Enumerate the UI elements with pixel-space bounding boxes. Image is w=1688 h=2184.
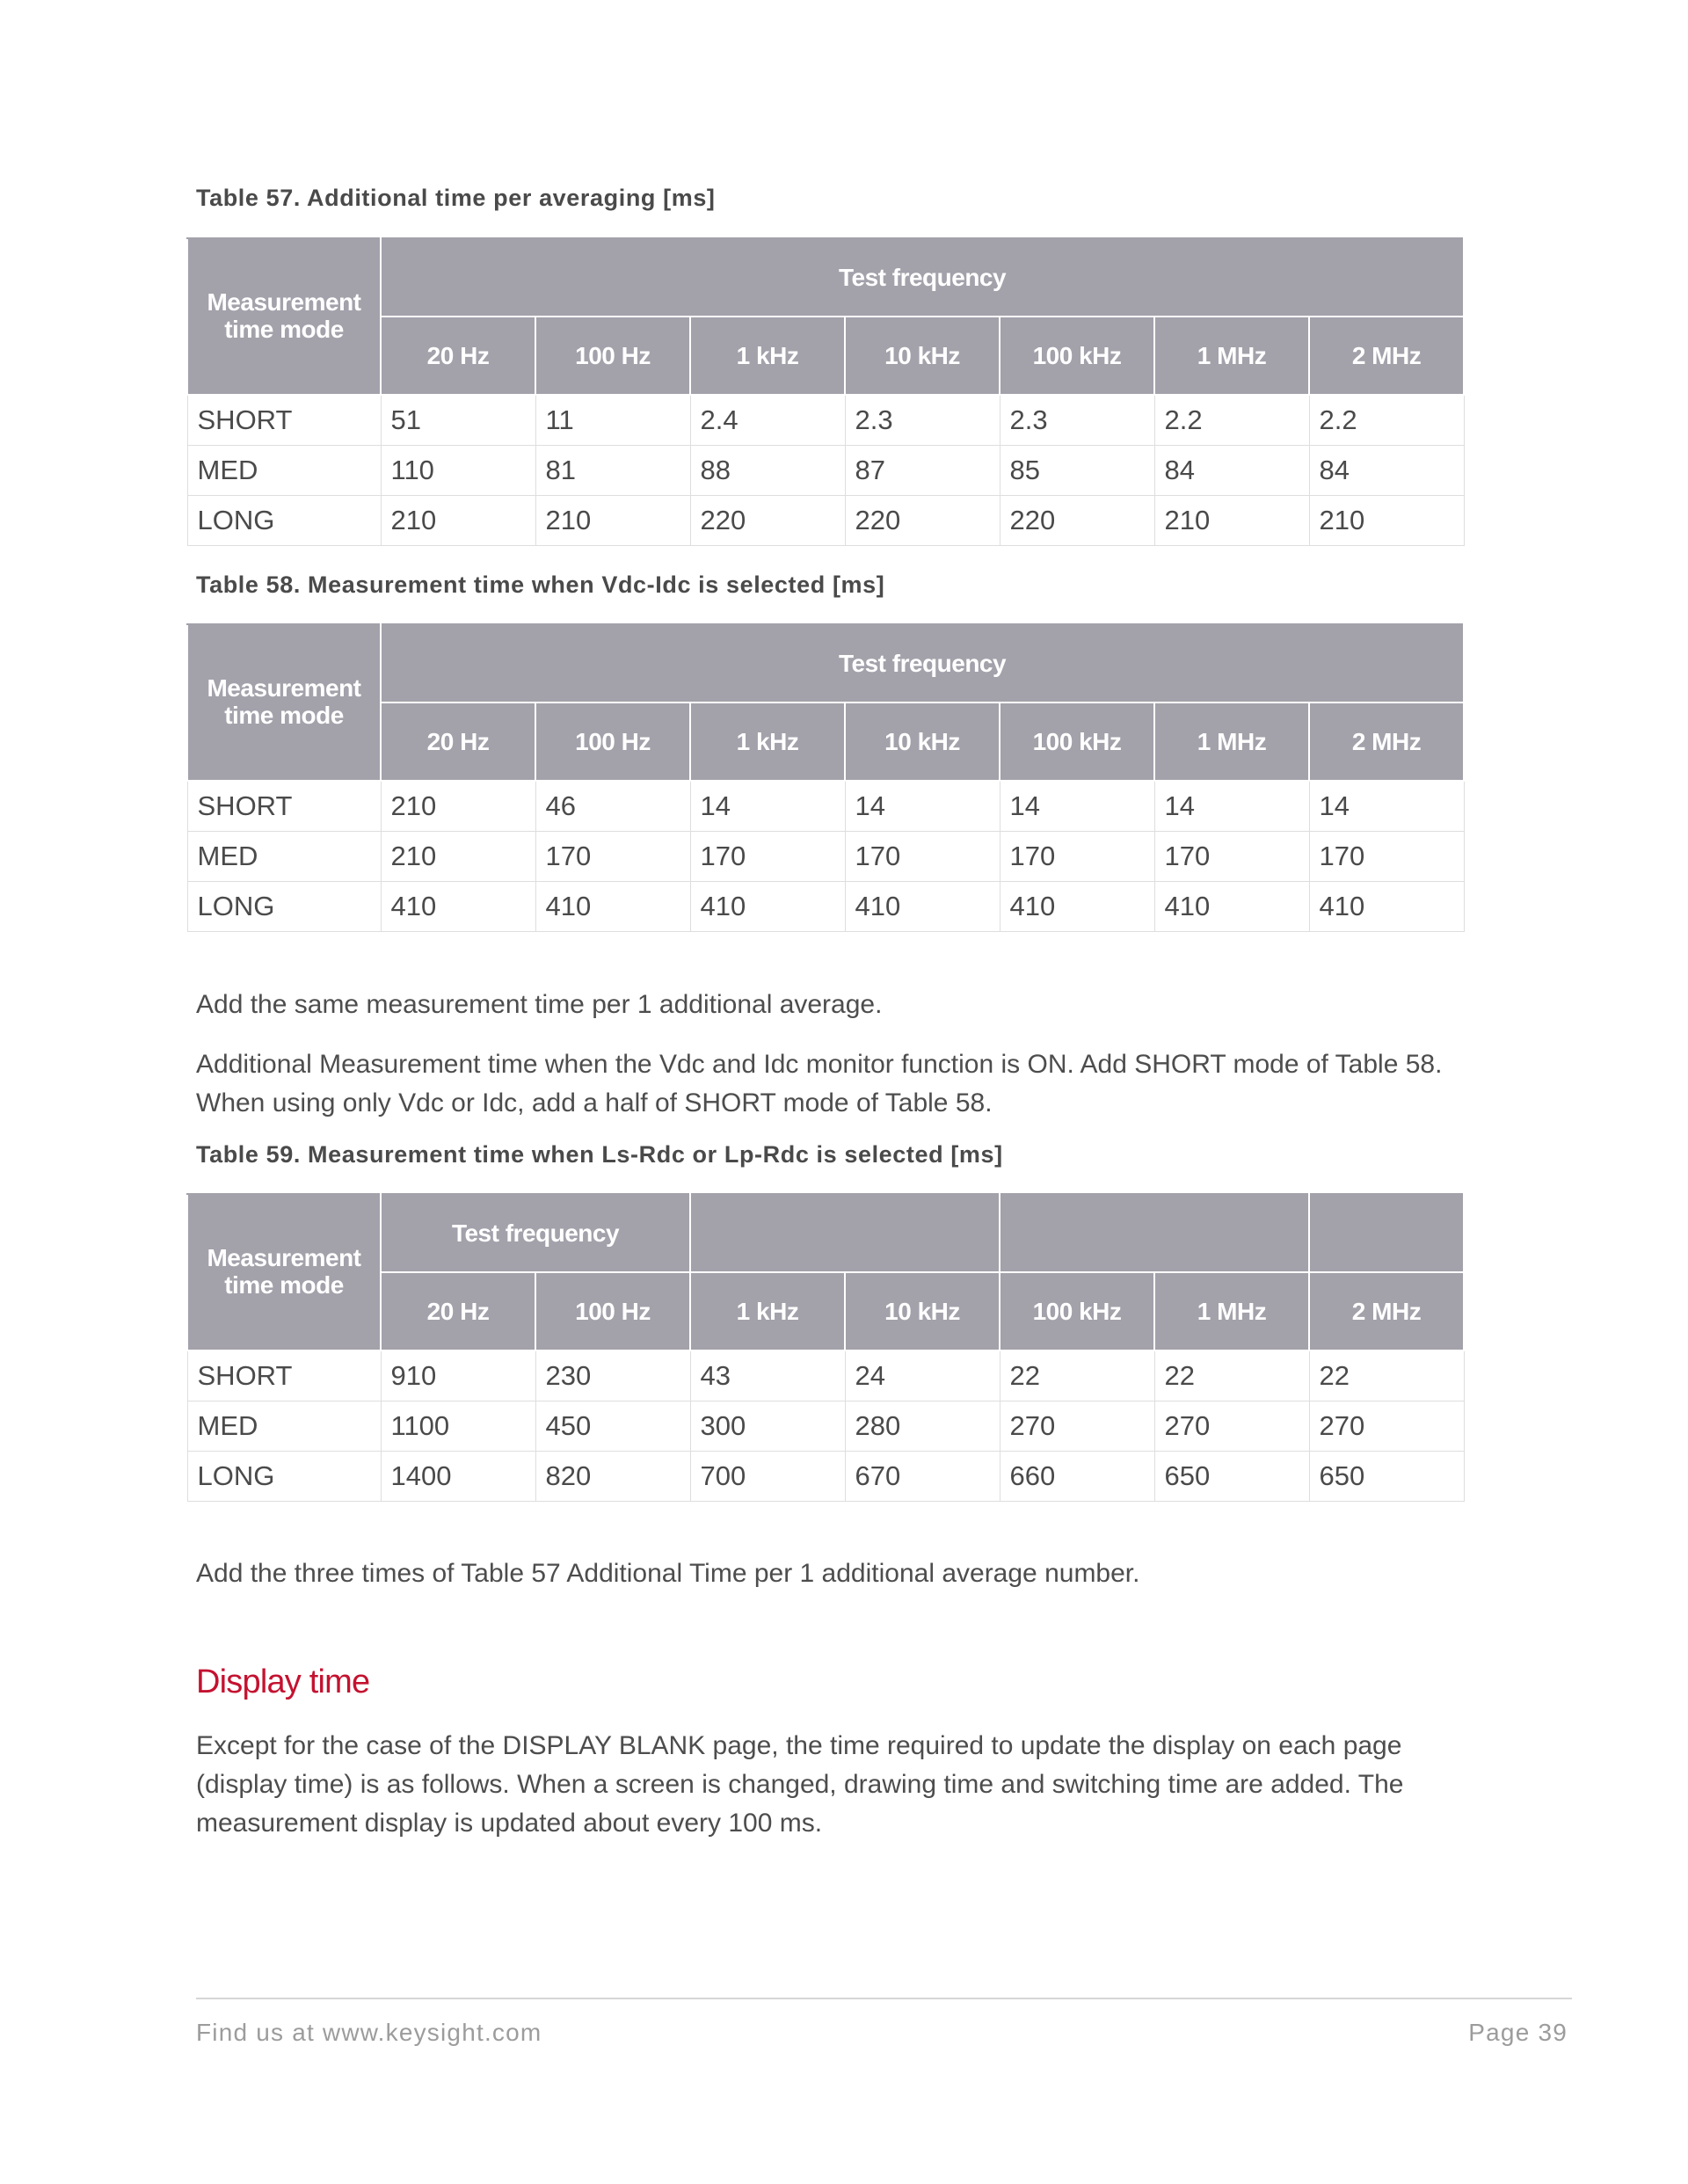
frequency-header: 1 kHz xyxy=(690,317,845,395)
table-58 xyxy=(186,623,1465,932)
frequency-header: 1 MHz xyxy=(1154,317,1309,395)
table-cell: 270 xyxy=(1309,1401,1464,1452)
frequency-header: 2 MHz xyxy=(1309,1272,1464,1350)
table-cell: 300 xyxy=(690,1401,845,1452)
table-cell: 14 xyxy=(1154,781,1309,832)
mode-label: LONG xyxy=(187,1452,381,1502)
table-cell: 210 xyxy=(1309,496,1464,546)
table-cell: 14 xyxy=(845,781,1000,832)
table-cell: 410 xyxy=(1154,882,1309,932)
table-59-caption: Table 59. Measurement time when Ls-Rdc or Lp-Rdc is selected [ms] xyxy=(196,1141,1003,1168)
table-cell: 410 xyxy=(1000,882,1154,932)
table-row xyxy=(187,1350,1464,1401)
table-cell: 2.4 xyxy=(690,395,845,446)
paragraph-display-time: Except for the case of the DISPLAY BLANK page, the time required to update the display on each page (display time) is as follows. When a screen is changed, drawing time and switching time are added. The measurement display is updated about every 100 ms. xyxy=(196,1731,1404,1838)
frequency-header: 20 Hz xyxy=(381,1272,535,1350)
table-row xyxy=(187,832,1464,882)
table-row xyxy=(187,781,1464,832)
paragraph-vdc-idc-monitor: Additional Measurement time when the Vdc and Idc monitor function is ON. Add SHORT mode of Table 58. When using only Vdc or Idc, add a half of SHORT mode of Table 58. xyxy=(196,1050,1443,1117)
table-cell: 280 xyxy=(845,1401,1000,1452)
empty-header-cell xyxy=(690,1194,1000,1272)
table-cell: 410 xyxy=(381,882,535,932)
test-frequency-header: Test frequency xyxy=(381,624,1464,703)
test-frequency-header: Test frequency xyxy=(381,238,1464,317)
table-cell: 270 xyxy=(1154,1401,1309,1452)
table-cell: 650 xyxy=(1154,1452,1309,1502)
frequency-header: 100 kHz xyxy=(1000,1272,1154,1350)
table-cell: 410 xyxy=(690,882,845,932)
mode-label: SHORT xyxy=(187,781,381,832)
frequency-header: 2 MHz xyxy=(1309,317,1464,395)
section-heading-display-time: Display time xyxy=(196,1663,370,1700)
table-cell: 1400 xyxy=(381,1452,535,1502)
table-cell: 1100 xyxy=(381,1401,535,1452)
table-cell: 410 xyxy=(535,882,690,932)
table-cell: 270 xyxy=(1000,1401,1154,1452)
frequency-header: 10 kHz xyxy=(845,703,1000,781)
table-cell: 51 xyxy=(381,395,535,446)
mode-header-line-2: time mode xyxy=(224,316,344,343)
paragraph-table-57-note: Add the three times of Table 57 Additional Time per 1 additional average number. xyxy=(196,1559,1140,1588)
table-cell: 2.2 xyxy=(1154,395,1309,446)
table-cell: 2.2 xyxy=(1309,395,1464,446)
mode-label: MED xyxy=(187,1401,381,1452)
table-58-caption: Table 58. Measurement time when Vdc-Idc is selected [ms] xyxy=(196,571,885,598)
table-cell: 22 xyxy=(1000,1350,1154,1401)
table-cell: 84 xyxy=(1309,446,1464,496)
paragraph-additional-average: Add the same measurement time per 1 additional average. xyxy=(196,990,883,1019)
mode-label: LONG xyxy=(187,882,381,932)
table-row xyxy=(187,882,1464,932)
frequency-header: 1 kHz xyxy=(690,703,845,781)
frequency-header: 100 Hz xyxy=(535,317,690,395)
mode-header-line-2: time mode xyxy=(224,1271,344,1299)
mode-column-header xyxy=(187,238,381,395)
table-cell: 2.3 xyxy=(1000,395,1154,446)
table-cell: 170 xyxy=(845,832,1000,882)
footer-divider xyxy=(196,1998,1572,1999)
footer-website: Find us at www.keysight.com xyxy=(196,2019,542,2046)
table-59 xyxy=(186,1193,1465,1502)
frequency-header: 100 Hz xyxy=(535,1272,690,1350)
table-cell: 450 xyxy=(535,1401,690,1452)
table-cell: 230 xyxy=(535,1350,690,1401)
table-cell: 820 xyxy=(535,1452,690,1502)
mode-header-line-1: Measurement xyxy=(207,1244,361,1271)
frequency-header: 20 Hz xyxy=(381,703,535,781)
frequency-header: 20 Hz xyxy=(381,317,535,395)
mode-label: LONG xyxy=(187,496,381,546)
frequency-header: 100 kHz xyxy=(1000,317,1154,395)
frequency-header: 1 kHz xyxy=(690,1272,845,1350)
mode-column-header xyxy=(187,624,381,781)
table-cell: 650 xyxy=(1309,1452,1464,1502)
table-cell: 14 xyxy=(1309,781,1464,832)
mode-label: SHORT xyxy=(187,1350,381,1401)
table-cell: 22 xyxy=(1309,1350,1464,1401)
table-cell: 170 xyxy=(1000,832,1154,882)
table-57-caption: Table 57. Additional time per averaging [ms] xyxy=(196,185,716,211)
table-cell: 220 xyxy=(845,496,1000,546)
mode-header-line-2: time mode xyxy=(224,702,344,729)
table-cell: 46 xyxy=(535,781,690,832)
frequency-header: 100 Hz xyxy=(535,703,690,781)
table-cell: 81 xyxy=(535,446,690,496)
table-cell: 410 xyxy=(845,882,1000,932)
table-cell: 670 xyxy=(845,1452,1000,1502)
table-cell: 410 xyxy=(1309,882,1464,932)
table-cell: 11 xyxy=(535,395,690,446)
table-cell: 210 xyxy=(381,781,535,832)
frequency-header: 2 MHz xyxy=(1309,703,1464,781)
empty-header-cell xyxy=(1000,1194,1309,1272)
table-row xyxy=(187,395,1464,446)
table-cell: 43 xyxy=(690,1350,845,1401)
table-cell: 170 xyxy=(690,832,845,882)
table-cell: 88 xyxy=(690,446,845,496)
table-cell: 170 xyxy=(1309,832,1464,882)
frequency-header: 100 kHz xyxy=(1000,703,1154,781)
frequency-header: 10 kHz xyxy=(845,317,1000,395)
table-cell: 14 xyxy=(690,781,845,832)
table-cell: 170 xyxy=(535,832,690,882)
mode-header-line-1: Measurement xyxy=(207,288,361,316)
mode-label: SHORT xyxy=(187,395,381,446)
frequency-header: 1 MHz xyxy=(1154,1272,1309,1350)
table-cell: 220 xyxy=(1000,496,1154,546)
table-row xyxy=(187,1401,1464,1452)
table-cell: 660 xyxy=(1000,1452,1154,1502)
table-row xyxy=(187,446,1464,496)
table-cell: 210 xyxy=(1154,496,1309,546)
empty-header-cell xyxy=(1309,1194,1464,1272)
table-row xyxy=(187,1452,1464,1502)
table-row xyxy=(187,496,1464,546)
table-cell: 910 xyxy=(381,1350,535,1401)
table-cell: 210 xyxy=(381,832,535,882)
table-cell: 170 xyxy=(1154,832,1309,882)
table-cell: 220 xyxy=(690,496,845,546)
table-cell: 24 xyxy=(845,1350,1000,1401)
table-cell: 84 xyxy=(1154,446,1309,496)
test-frequency-header: Test frequency xyxy=(381,1194,690,1272)
mode-header-line-1: Measurement xyxy=(207,674,361,702)
table-cell: 14 xyxy=(1000,781,1154,832)
page-number: Page 39 xyxy=(1468,2019,1568,2046)
frequency-header: 1 MHz xyxy=(1154,703,1309,781)
table-cell: 2.3 xyxy=(845,395,1000,446)
frequency-header: 10 kHz xyxy=(845,1272,1000,1350)
table-cell: 700 xyxy=(690,1452,845,1502)
mode-label: MED xyxy=(187,832,381,882)
table-cell: 210 xyxy=(381,496,535,546)
table-cell: 85 xyxy=(1000,446,1154,496)
table-cell: 210 xyxy=(535,496,690,546)
table-cell: 110 xyxy=(381,446,535,496)
table-57 xyxy=(186,237,1465,546)
mode-column-header xyxy=(187,1194,381,1350)
table-cell: 22 xyxy=(1154,1350,1309,1401)
mode-label: MED xyxy=(187,446,381,496)
table-cell: 87 xyxy=(845,446,1000,496)
